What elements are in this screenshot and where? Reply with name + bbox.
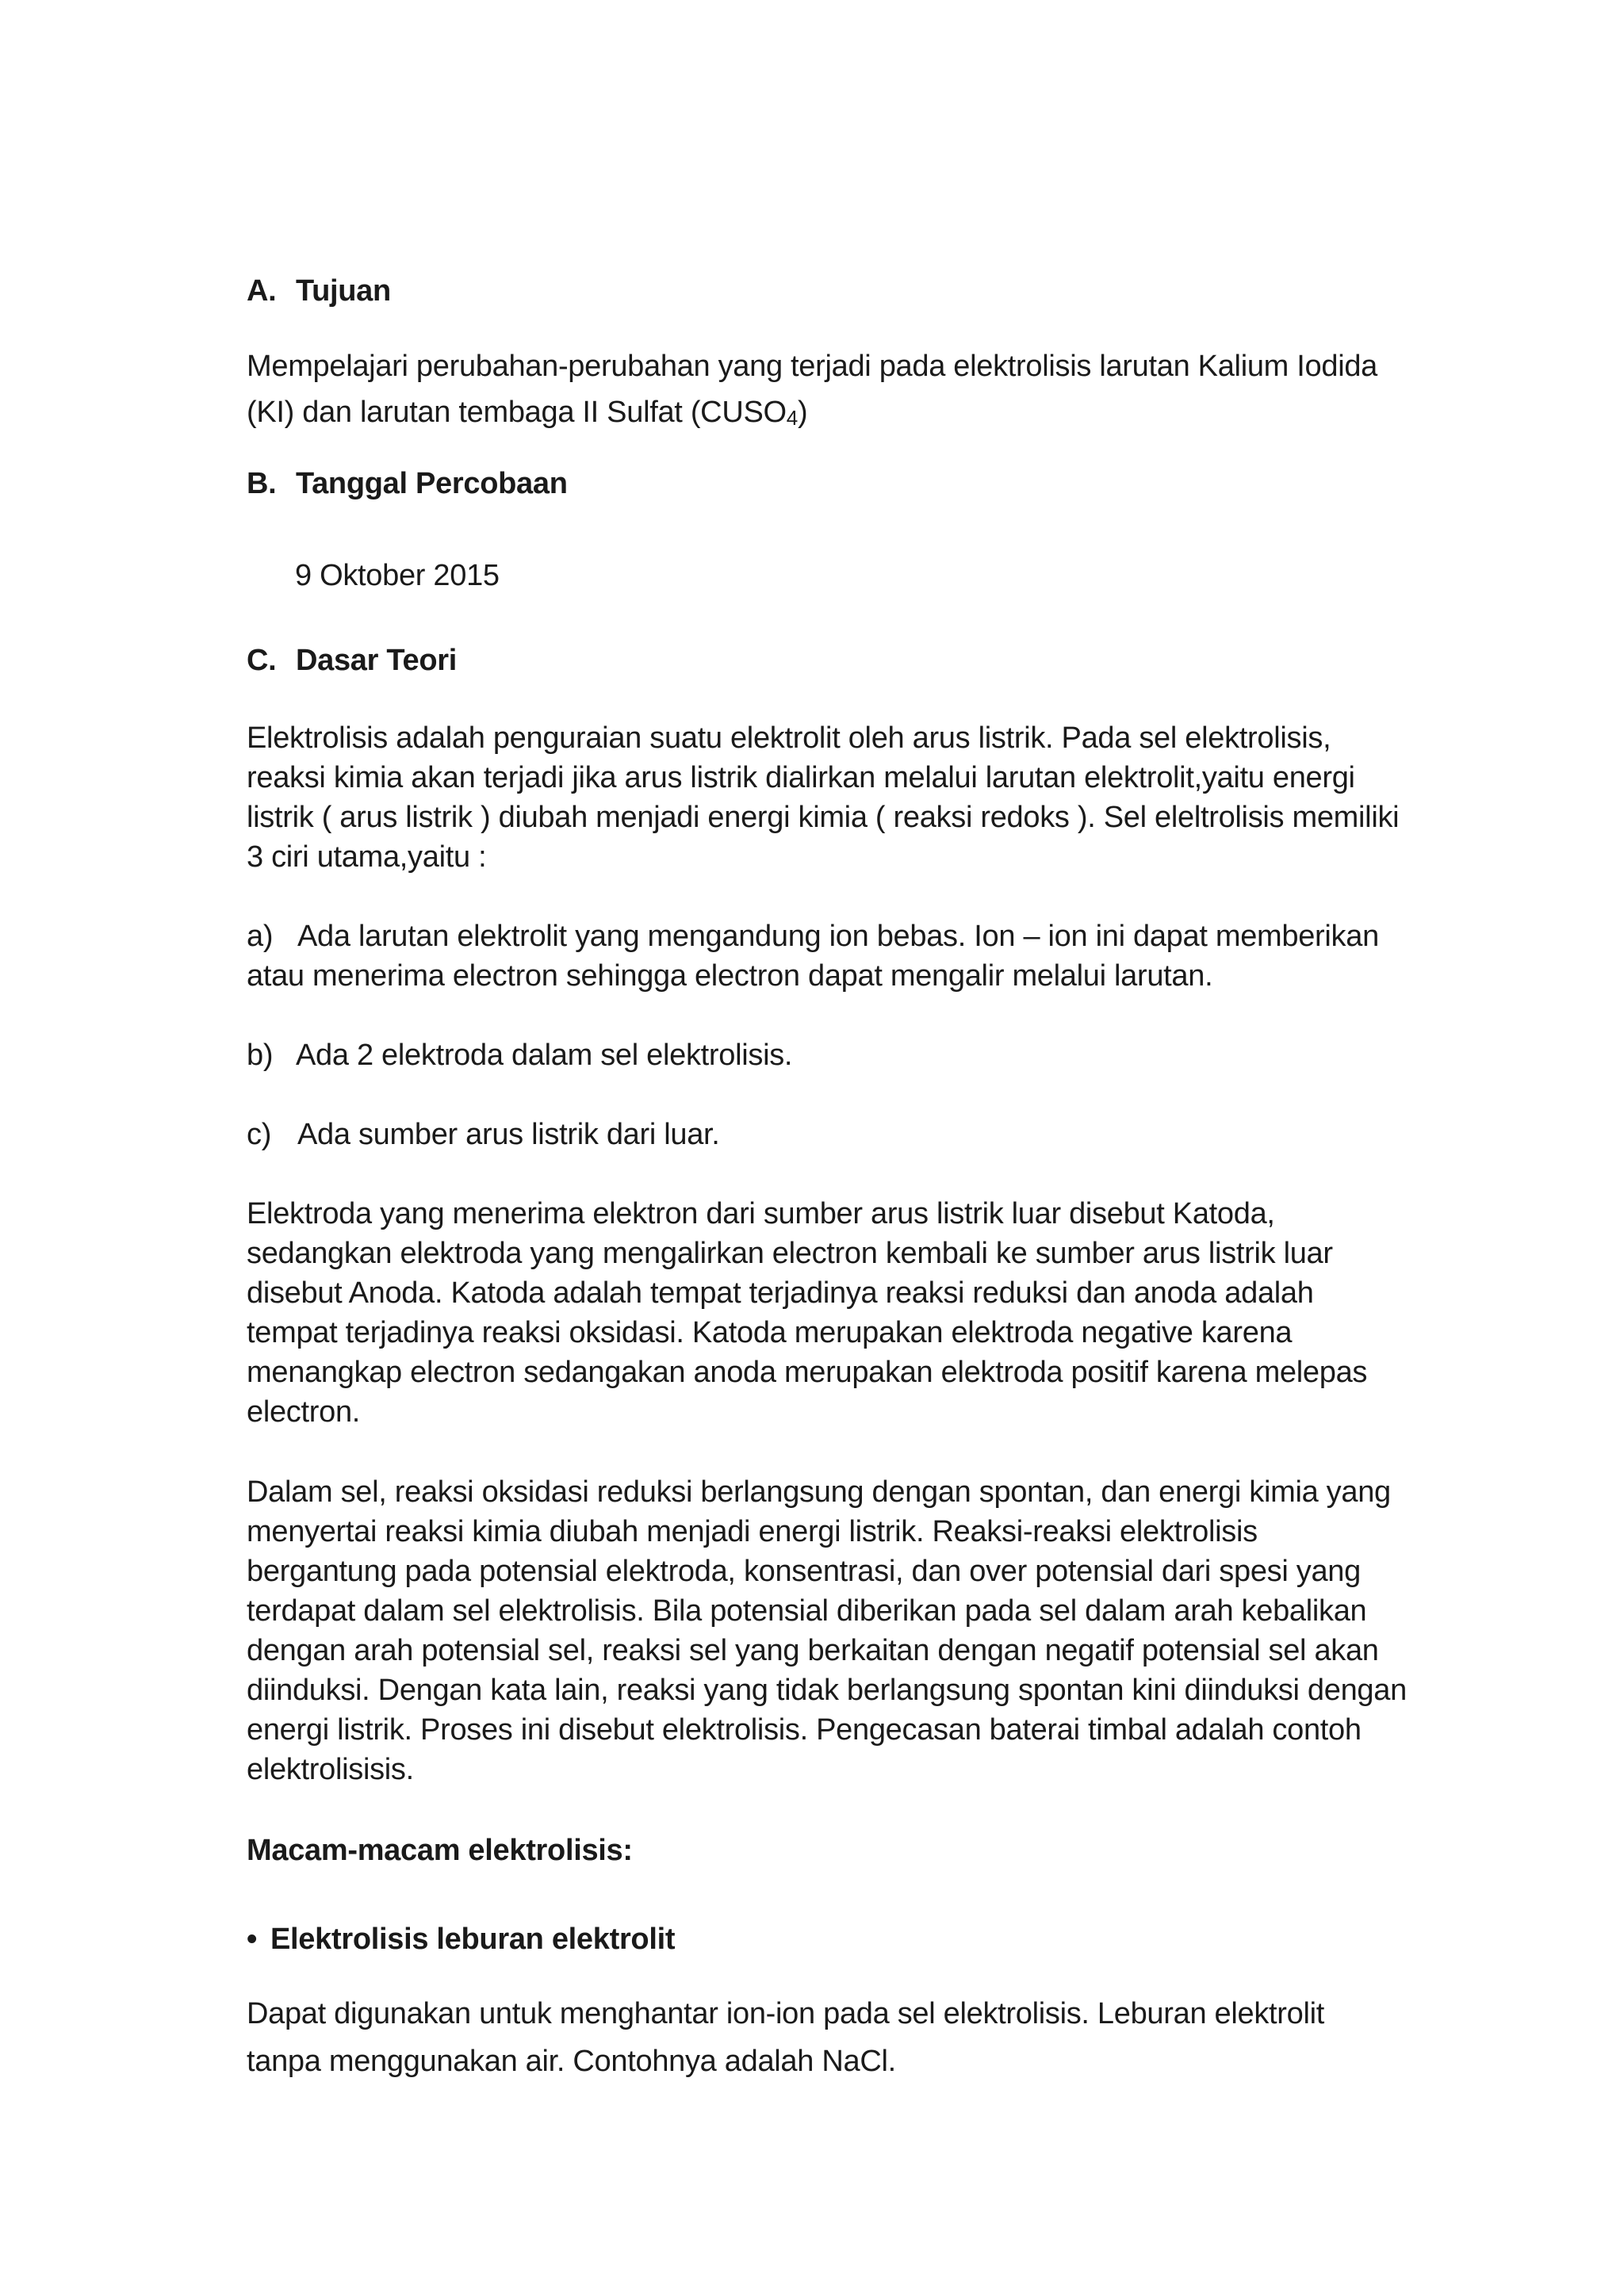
section-a-letter: A. <box>247 274 277 308</box>
section-a-paragraph <box>247 343 1420 435</box>
list-item-c <box>247 1115 1420 1154</box>
list-marker-a: a) <box>247 920 274 953</box>
section-a-heading <box>247 271 1420 311</box>
macam-heading: Macam-macam elektrolisis: <box>247 1834 633 1867</box>
elektroda-paragraph <box>247 1194 1420 1432</box>
list-item-a <box>247 916 1420 996</box>
section-c-title: Dasar Teori <box>296 644 457 677</box>
elektroda-line: electron. <box>247 1395 361 1429</box>
leburan-line: tanpa menggunakan air. Contohnya adalah NaCl. <box>247 2045 896 2078</box>
section-a-line-2 <box>247 389 1420 435</box>
sel-line: dengan arah potensial sel, reaksi sel yang berkaitan dengan negatif potensial sel akan <box>247 1634 1379 1667</box>
list-item-c-text: Ada sumber arus listrik dari luar. <box>297 1118 720 1151</box>
elektroda-line: Elektroda yang menerima elektron dari sumber arus listrik luar disebut Katoda, <box>247 1197 1275 1230</box>
sel-paragraph <box>247 1472 1420 1789</box>
leburan-heading <box>247 1919 1420 1959</box>
leburan-heading-text: Elektrolisis leburan elektrolit <box>270 1923 676 1956</box>
elektroda-line: sedangkan elektroda yang mengalirkan electron kembali ke sumber arus listrik luar <box>247 1237 1333 1270</box>
section-b-letter: B. <box>247 467 277 500</box>
section-a-subscript: 4 <box>786 406 798 430</box>
list-item-a-text: Ada larutan elektrolit yang mengandung ion bebas. Ion – ion ini dapat memberikan <box>297 920 1379 953</box>
section-a-line-1: Mempelajari perubahan-perubahan yang terjadi pada elektrolisis larutan Kalium Iodida <box>247 350 1378 383</box>
elektroda-line: disebut Anoda. Katoda adalah tempat terjadinya reaksi reduksi dan anoda adalah <box>247 1276 1314 1310</box>
list-item-a-line-1 <box>247 916 1420 956</box>
leburan-line: Dapat digunakan untuk menghantar ion-ion pada sel elektrolisis. Leburan elektrolit <box>247 1997 1325 2030</box>
leburan-paragraph <box>247 1990 1420 2085</box>
experiment-date: 9 Oktober 2015 <box>295 559 500 592</box>
list-item-b <box>247 1035 1420 1075</box>
sel-line: elektrolisisis. <box>247 1753 414 1786</box>
sel-line: terdapat dalam sel elektrolisis. Bila potensial diberikan pada sel dalam arah kebalikan <box>247 1594 1367 1628</box>
list-item-a-line-2: atau menerima electron sehingga electron dapat mengalir melalui larutan. <box>247 959 1213 993</box>
section-a-line-2-text: (KI) dan larutan tembaga II Sulfat (CUSO <box>247 396 787 429</box>
section-a-line-2-end: ) <box>797 396 808 429</box>
section-c-heading <box>247 641 1420 680</box>
intro-paragraph <box>247 718 1420 877</box>
bullet-icon: • <box>247 1923 258 1956</box>
intro-line: reaksi kimia akan terjadi jika arus listrik dialirkan melalui larutan elektrolit,yaitu energi <box>247 761 1355 794</box>
sel-line: energi listrik. Proses ini disebut elektrolisis. Pengecasan baterai timbal adalah contoh <box>247 1713 1362 1747</box>
sel-line: diinduksi. Dengan kata lain, reaksi yang tidak berlangsung spontan kini diinduksi dengan <box>247 1674 1407 1707</box>
sel-line: menyertai reaksi kimia diubah menjadi energi listrik. Reaksi-reaksi elektrolisis <box>247 1515 1258 1548</box>
section-b-title: Tanggal Percobaan <box>296 467 568 500</box>
elektroda-line: tempat terjadinya reaksi oksidasi. Katoda merupakan elektroda negative karena <box>247 1316 1293 1349</box>
list-marker-c: c) <box>247 1118 272 1151</box>
elektroda-line: menangkap electron sedangakan anoda merupakan elektroda positif karena melepas <box>247 1356 1368 1389</box>
sel-line: bergantung pada potensial elektroda, konsentrasi, dan over potensial dari spesi yang <box>247 1555 1361 1588</box>
sel-line: Dalam sel, reaksi oksidasi reduksi berlangsung dengan spontan, dan energi kimia yang <box>247 1475 1391 1509</box>
intro-line: Elektrolisis adalah penguraian suatu elektrolit oleh arus listrik. Pada sel elektrolisis, <box>247 721 1331 755</box>
section-c-letter: C. <box>247 644 277 677</box>
list-marker-b: b) <box>247 1039 274 1072</box>
section-b-heading <box>247 464 1420 503</box>
intro-line: 3 ciri utama,yaitu : <box>247 840 487 874</box>
list-item-b-text: Ada 2 elektroda dalam sel elektrolisis. <box>296 1039 793 1072</box>
section-a-title: Tujuan <box>296 274 391 308</box>
intro-line: listrik ( arus listrik ) diubah menjadi energi kimia ( reaksi redoks ). Sel eleltrolisis memiliki <box>247 801 1400 834</box>
